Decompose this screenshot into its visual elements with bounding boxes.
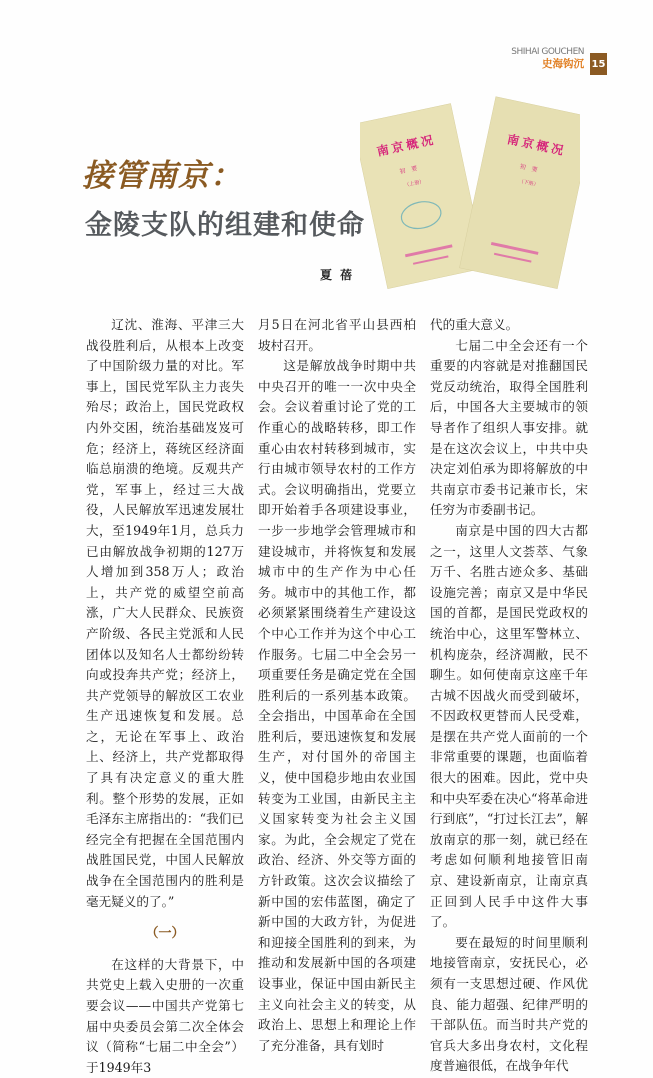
paragraph: 南京是中国的四大古都之一，这里人文荟萃、气象万千、名胜古迹众多、基础设施完善；南京又是中华民国的首都，是国民党政权的统治中心，这里军警林立、机构庞杂，经济凋敝，民不聊生。如何使南京这座千年古城不因战火而受到破坏，不因政权更替而人民受难，是摆在共产党人面前的一个非常重要的课题，也面临着很大的困难。因此，党中央和中央军委在决心“将革命进行到底”，“打过长江去”，解放南京的那一刻，就已经在考虑如何顺利地接管旧南京、建设新南京，让南京真正回到人民手中这件大事了。	[430, 522, 588, 930]
magazine-header	[480, 47, 584, 71]
paragraph: 七届二中全会还有一个重要的内容就是对推翻国民党反动统治，取得全国胜利后，中国各大主要城市的领导者作了组织人事安排。就是在这次会议上，中共中央决定刘伯承为即将解放的中共南京市委书记兼市长，宋任穷为市委副书记。	[430, 337, 588, 518]
paragraph-continued: 代的重大意义。	[430, 317, 519, 332]
book-right-subtitle: 初要	[519, 163, 545, 176]
paragraph: 要在最短的时间里顺利地接管南京，安抚民心，必须有一支思想过硬、作风优良、能力超强、纪律严明的干部队伍。而当时共产党的官兵大多出身农村，文化程度普遍很低，在战争年代	[430, 934, 588, 1074]
paragraph-continued: 月5日在河北省平山县西柏坡村召开。	[258, 317, 416, 353]
book-right-title: 南京概况	[505, 132, 568, 159]
article-subtitle: 金陵支队的组建和使命	[85, 210, 365, 241]
magazine-name-en: SHIHAI GOUCHEN	[511, 47, 584, 57]
text-column-1	[86, 315, 244, 1078]
book-left-title: 南京概况	[375, 132, 438, 159]
magazine-name-zh: 史海钩沉	[542, 58, 584, 70]
section-heading: （一）	[145, 926, 185, 942]
book-left-volume: （上册）	[404, 178, 425, 189]
article-title: 接管南京：	[82, 158, 242, 194]
paragraph: 在这样的大背景下，中共党史上载入史册的一次重要会议——中国共产党第七届中央委员会第二次全体会议（简称“七届二中全会”）于1949年3	[86, 956, 244, 1075]
book-left-subtitle: 初要	[399, 163, 424, 176]
text-column-3	[430, 315, 588, 1077]
paragraph: 这是解放战争时期中共中央召开的唯一一次中央全会。会议着重讨论了党的工作重心的战略转移，即工作重心由农村转移到城市，实行由城市领导农村的工作方式。会议明确指出，党要立即开始着手各项建设事业，一步一步地学会管理城市和建设城市，并将恢复和发展城市中的生产作为中心任务。城市中的其他工作，都必须紧紧围绕着生产建设这个中心工作并为这个中心工作服务。七届二中全会另一项重要任务是确定党在全国胜利后的一系列基本政策。全会指出，中国革命在全国胜利后，要迅速恢复和发展生产，对付国外的帝国主义，使中国稳步地由农业国转变为工业国，由新民主主义国家转变为社会主义国家。为此，全会规定了党在政治、经济、外交等方面的方针政策。这次会议描绘了新中国的宏伟蓝图，确定了新中国的大政方针，为促进和迎接全国胜利的到来，为推动和发展新中国的各项建设事业，保证中国由新民主主义向社会主义的转变，从政治上、思想上和理论上作了充分准备，具有划时	[258, 358, 416, 1053]
author-name: 夏蓓	[320, 268, 361, 282]
paragraph: 辽沈、淮海、平津三大战役胜利后，从根本上改变了中国阶级力量的对比。军事上，国民党军队主力丧失殆尽；政治上，国民党政权内外交困，统治基础岌岌可危；经济上，蒋统区经济面临总崩溃的绝境。反观共产党，军事上，经过三大战役，人民解放军迅速发展壮大，至1949年1月，总兵力已由解放战争初期的127万人增加到358万人；政治上，共产党的威望空前高涨，广大人民群众、民族资产阶级、各民主党派和人民团体以及知名人士都纷纷转向或投奔共产党；经济上，共产党领导的解放区工农业生产迅速恢复和发展。总之，无论在军事上、政治上、经济上，共产党都取得了具有决定意义的重大胜利。整个形势的发展，正如毛泽东主席指出的：“我们已经完全有把握在全国范围内战胜国民党，中国人民解放战争在全国范围内的胜利是毫无疑义的了。”	[86, 317, 244, 909]
text-column-2	[258, 315, 416, 1056]
page-number: 15	[590, 53, 607, 75]
book-right-volume: （下册）	[518, 178, 539, 189]
book-right	[459, 97, 580, 289]
book-covers-photo	[360, 90, 580, 300]
